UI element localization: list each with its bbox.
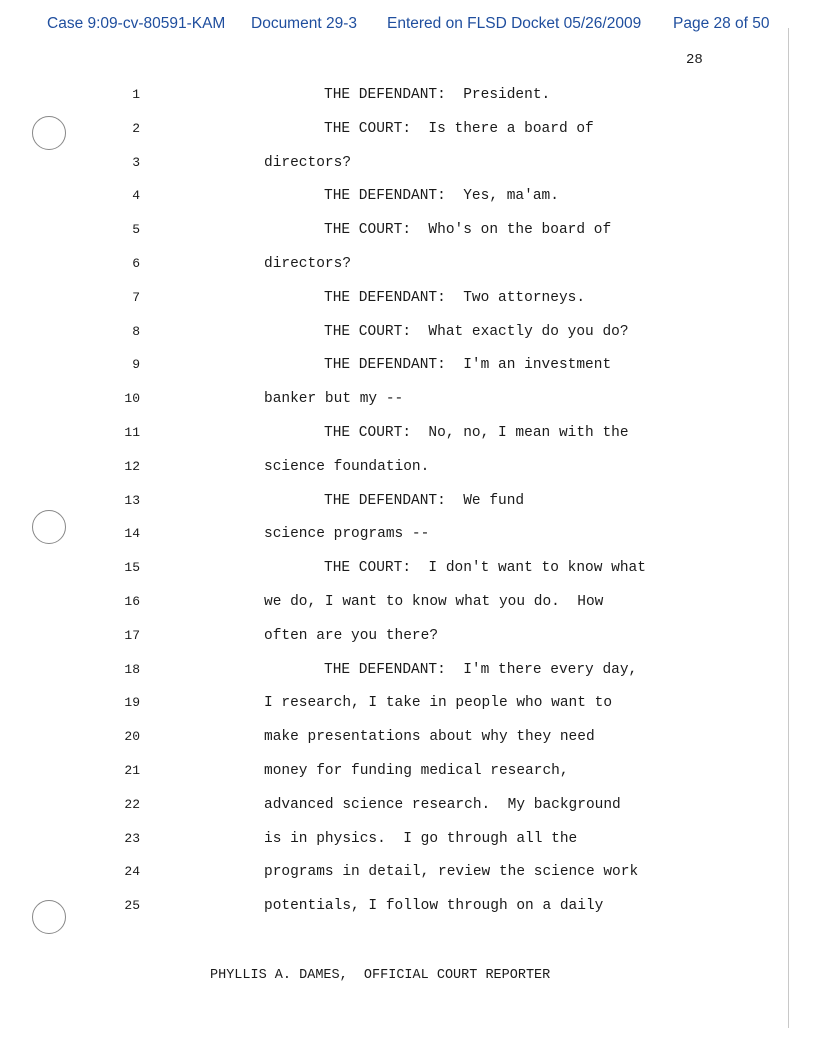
line-number: 10 (124, 391, 140, 407)
line-number: 14 (124, 526, 140, 542)
line-number: 18 (124, 661, 140, 677)
transcript-line (0, 524, 780, 558)
transcript-line (0, 423, 780, 457)
line-number: 13 (124, 492, 140, 508)
line-text: make presentations about why they need (264, 729, 595, 746)
line-number: 5 (132, 222, 140, 238)
line-text: THE COURT: I don't want to know what (324, 560, 646, 577)
document-number: Document 29-3 (251, 15, 357, 32)
line-number: 2 (132, 120, 140, 136)
transcript-line (0, 389, 780, 423)
court-reporter-footer: PHYLLIS A. DAMES, OFFICIAL COURT REPORTER (210, 968, 551, 983)
line-text: THE COURT: No, no, I mean with the (324, 424, 629, 441)
transcript-line (0, 795, 780, 829)
transcript-line (0, 693, 780, 727)
line-text: directors? (264, 255, 352, 272)
line-number: 11 (124, 424, 140, 440)
line-number: 21 (124, 762, 140, 778)
transcript-line (0, 186, 780, 220)
line-number: 8 (132, 323, 140, 339)
transcript-line (0, 862, 780, 896)
line-text: programs in detail, review the science work (264, 864, 639, 881)
line-text: money for funding medical research, (264, 762, 569, 779)
transcript-line (0, 254, 780, 288)
transcript-line (0, 558, 780, 592)
docket-header (47, 15, 777, 39)
line-text: directors? (264, 154, 352, 171)
transcript-line (0, 220, 780, 254)
line-number: 20 (124, 729, 140, 745)
line-number: 7 (132, 289, 140, 305)
transcript-line (0, 322, 780, 356)
line-text: THE COURT: Is there a board of (324, 120, 594, 137)
line-number: 12 (124, 458, 140, 474)
line-number: 4 (132, 188, 140, 204)
transcript-line (0, 85, 780, 119)
line-text: THE DEFENDANT: We fund (324, 492, 525, 509)
line-number: 3 (132, 154, 140, 170)
line-number: 1 (132, 87, 140, 102)
page-of-total: Page 28 of 50 (673, 15, 770, 32)
transcript-line (0, 896, 780, 930)
transcript-body (0, 85, 780, 930)
line-text: THE DEFENDANT: I'm an investment (324, 357, 612, 374)
line-text: potentials, I follow through on a daily (264, 898, 604, 915)
transcript-line (0, 288, 780, 322)
line-number: 24 (124, 864, 140, 880)
line-text: THE DEFENDANT: President. (324, 87, 551, 103)
transcript-line (0, 119, 780, 153)
line-number: 6 (132, 255, 140, 271)
page-edge-rule (788, 28, 789, 1028)
transcript-line (0, 626, 780, 660)
line-text: often are you there? (264, 627, 439, 644)
transcript-line (0, 355, 780, 389)
line-number: 17 (124, 627, 140, 643)
line-text: I research, I take in people who want to (264, 695, 613, 712)
line-text: science programs -- (264, 526, 430, 543)
line-number: 23 (124, 830, 140, 846)
transcript-line (0, 660, 780, 694)
line-number: 15 (124, 560, 140, 576)
transcript-line (0, 727, 780, 761)
line-number: 25 (124, 898, 140, 914)
transcript-line (0, 491, 780, 525)
line-text: THE DEFENDANT: Yes, ma'am. (324, 188, 559, 205)
case-number: Case 9:09-cv-80591-KAM (47, 15, 226, 32)
line-text: is in physics. I go through all the (264, 830, 578, 847)
line-text: THE DEFENDANT: Two attorneys. (324, 289, 586, 306)
transcript-line (0, 592, 780, 626)
line-number: 22 (124, 796, 140, 812)
transcript-line (0, 761, 780, 795)
line-text: we do, I want to know what you do. How (264, 593, 604, 610)
line-number: 9 (132, 357, 140, 373)
docket-entry-date: Entered on FLSD Docket 05/26/2009 (387, 15, 642, 32)
line-text: banker but my -- (264, 391, 404, 408)
line-number: 19 (124, 695, 140, 711)
transcript-page-number: 28 (686, 52, 703, 68)
transcript-line (0, 457, 780, 491)
line-text: advanced science research. My background (264, 796, 621, 813)
line-number: 16 (124, 593, 140, 609)
transcript-line (0, 153, 780, 187)
transcript-line (0, 829, 780, 863)
line-text: THE COURT: Who's on the board of (324, 222, 612, 239)
line-text: science foundation. (264, 458, 430, 475)
line-text: THE COURT: What exactly do you do? (324, 323, 629, 340)
line-text: THE DEFENDANT: I'm there every day, (324, 661, 638, 678)
